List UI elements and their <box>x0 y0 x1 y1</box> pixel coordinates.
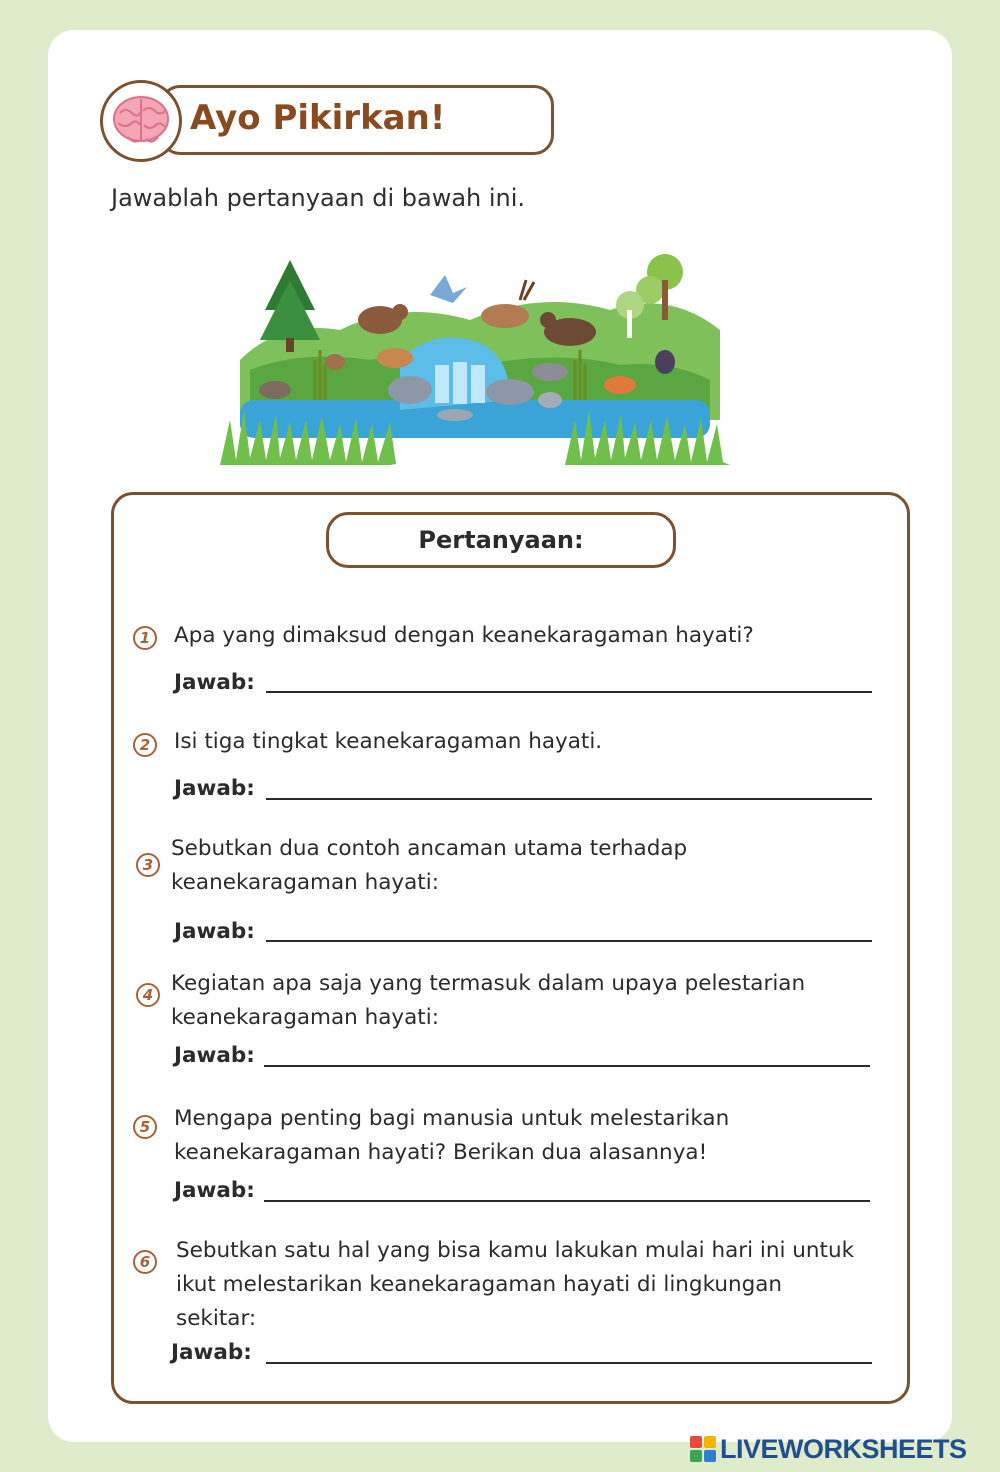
answer-field-3[interactable] <box>266 940 872 942</box>
question-number-4: 4 <box>136 983 160 1007</box>
answer-label-2: Jawab: <box>174 776 255 801</box>
question-1-line-1: Apa yang dimaksud dengan keanekaragaman hayati? <box>174 623 754 648</box>
question-4-line-2: keanekaragaman hayati: <box>171 1005 439 1030</box>
question-2-line-1: Isi tiga tingkat keanekaragaman hayati. <box>174 729 603 754</box>
brain-icon <box>110 93 172 149</box>
answer-label-3: Jawab: <box>174 919 255 944</box>
question-number-5: 5 <box>133 1115 157 1139</box>
question-3-line-1: Sebutkan dua contoh ancaman utama terhadap <box>171 836 688 861</box>
brand-name: LIVEWORKSHEETS <box>720 1433 967 1464</box>
question-1-text <box>174 619 874 653</box>
question-3-line-2: keanekaragaman hayati: <box>171 870 439 895</box>
answer-label-5: Jawab: <box>174 1178 255 1203</box>
question-number-2: 2 <box>133 733 157 757</box>
page-title: Ayo Pikirkan! <box>190 98 446 138</box>
question-6-text <box>176 1234 876 1336</box>
question-2-text <box>174 725 874 759</box>
answer-label-1: Jawab: <box>174 670 255 695</box>
answer-field-1[interactable] <box>266 691 872 693</box>
question-5-line-1: Mengapa penting bagi manusia untuk melestarikan <box>174 1106 730 1131</box>
question-6-line-2: ikut melestarikan keanekaragaman hayati di lingkungan <box>176 1272 783 1297</box>
liveworksheets-logo <box>690 1432 967 1466</box>
question-6-line-1: Sebutkan satu hal yang bisa kamu lakukan mulai hari ini untuk <box>176 1238 855 1263</box>
question-number-6: 6 <box>133 1250 157 1274</box>
questions-heading: Pertanyaan: <box>326 512 676 568</box>
ecosystem-illustration <box>220 250 740 470</box>
header-badge <box>100 80 558 166</box>
answer-field-6[interactable] <box>266 1362 872 1364</box>
question-number-1: 1 <box>133 626 157 650</box>
answer-field-2[interactable] <box>266 798 872 800</box>
instruction-text: Jawablah pertanyaan di bawah ini. <box>111 184 526 212</box>
question-5-text <box>174 1102 874 1170</box>
question-4-text <box>171 967 871 1035</box>
answer-label-6: Jawab: <box>171 1340 252 1365</box>
logo-grid-icon <box>690 1436 716 1462</box>
brain-icon-circle <box>100 80 182 162</box>
answer-field-4[interactable] <box>264 1065 870 1067</box>
answer-field-5[interactable] <box>264 1200 870 1202</box>
answer-label-4: Jawab: <box>174 1043 255 1068</box>
question-3-text <box>171 832 871 900</box>
question-6-line-3: sekitar: <box>176 1306 257 1331</box>
question-5-line-2: keanekaragaman hayati? Berikan dua alasannya! <box>174 1140 708 1165</box>
question-number-3: 3 <box>136 853 160 877</box>
question-4-line-1: Kegiatan apa saja yang termasuk dalam upaya pelestarian <box>171 971 806 996</box>
